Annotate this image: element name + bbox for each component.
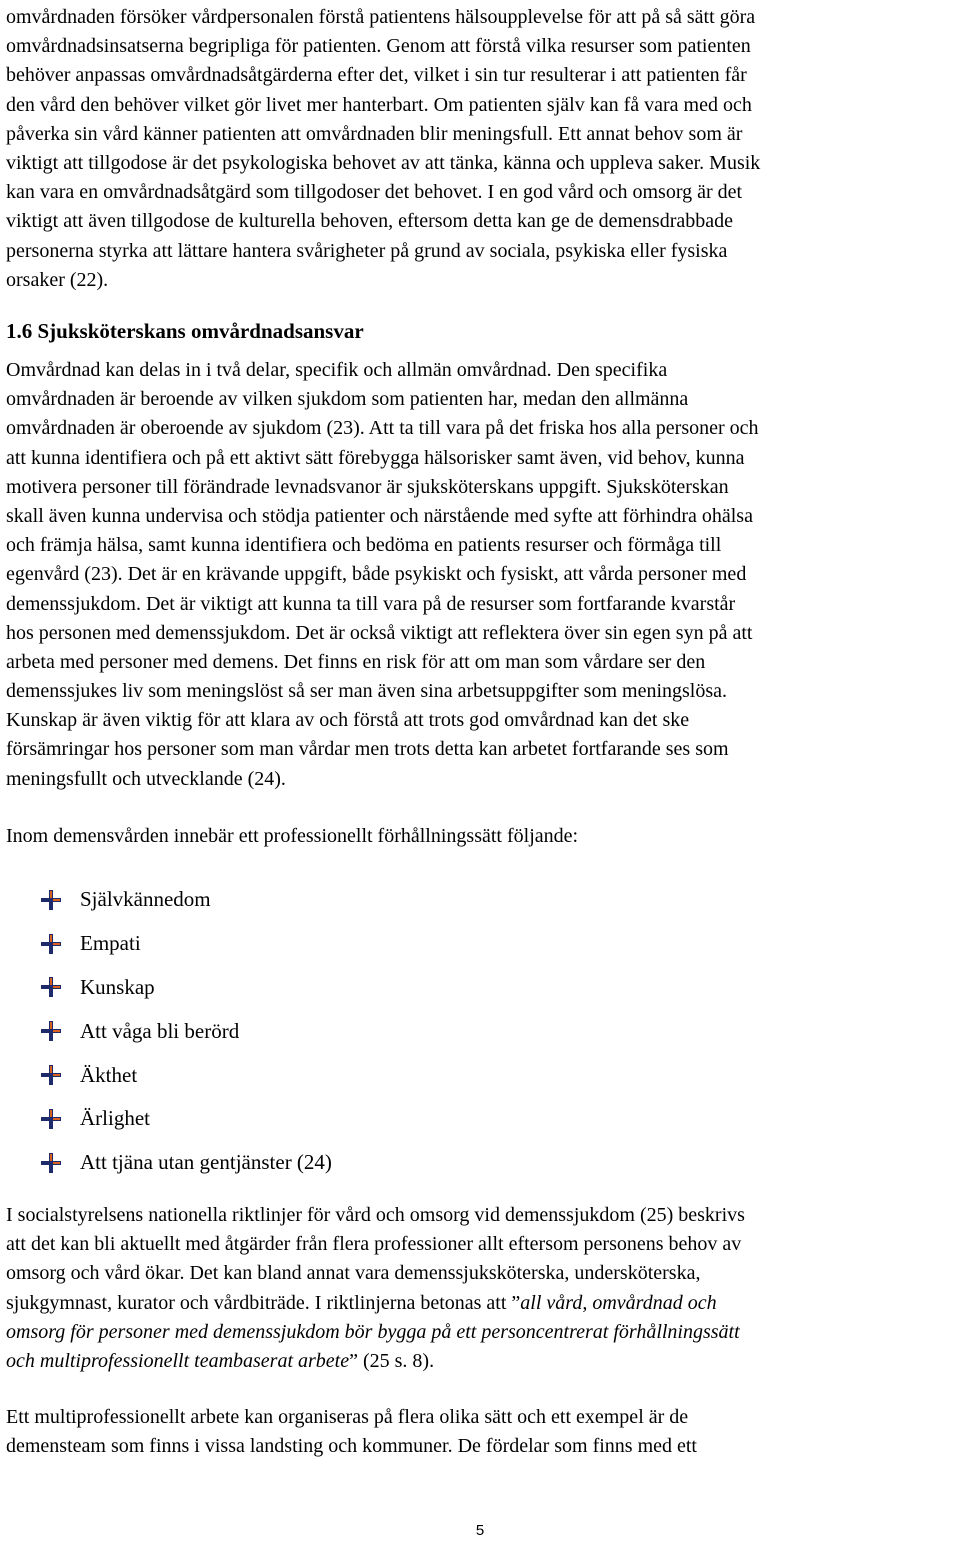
quote-italic: all vård, omvårdnad och: [520, 1291, 717, 1314]
arrow-bullet-icon: [40, 933, 62, 955]
arrow-bullet-icon: [40, 1064, 62, 1086]
text-line: [6, 1318, 956, 1347]
text-run: sjukgymnast, kurator och vårdbiträde. I riktlinjerna betonas att ”: [6, 1291, 521, 1314]
list-item-label: Ärlighet: [80, 1106, 150, 1131]
text-line: demenssjukes liv som meningslöst så ser man även sina arbetsuppgifter som meningslösa.: [6, 680, 727, 703]
paragraph-top: [6, 3, 956, 295]
quote-italic: omsorg för personer med demenssjukdom bör bygga på ett personcentrerat förhållningssätt: [6, 1320, 740, 1343]
list-item: [40, 878, 332, 922]
text-line: Ett multiprofessionellt arbete kan organiseras på flera olika sätt och ett exempel är de: [6, 1406, 689, 1428]
list-item-label: Självkännedom: [80, 887, 211, 912]
text-line: skall även kunna undervisa och stödja patienter och närstående med syfte att förhindra ohälsa: [6, 504, 753, 527]
paragraph-section: [6, 356, 956, 794]
list-item: [40, 966, 332, 1010]
text-line: Kunskap är även viktig för att klara av och förstå att trots god omvårdnad kan det ske: [6, 709, 690, 732]
text-line: [6, 1289, 956, 1318]
arrow-bullet-icon: [40, 1020, 62, 1042]
text-line: den vård den behöver vilket gör livet mer hanterbart. Om patienten själv kan få vara med och: [6, 93, 752, 116]
text-line: arbeta med personer med demens. Det finns en risk för att om man som vårdare ser den: [6, 650, 706, 673]
text-line: motivera personer till förändrade levnadsvanor är sjuksköterskans uppgift. Sjuksköterskan: [6, 475, 729, 498]
text-line: omvårdnaden är beroende av vilken sjukdom som patienten har, medan den allmänna: [6, 388, 689, 411]
list-item-label: Att våga bli berörd: [80, 1018, 240, 1043]
text-line: orsaker (22).: [6, 268, 109, 291]
list-item-label: Empati: [80, 931, 141, 956]
arrow-bullet-icon: [40, 976, 62, 998]
text-line: demenssjukdom. Det är viktigt att kunna ta till vara på de resurser som fortfarande kvarstår: [6, 592, 736, 615]
text-line: egenvård (23). Det är en krävande uppgift, både psykiskt och fysiskt, att vårda personer med: [6, 563, 747, 586]
text-run: ” (25 s. 8).: [349, 1349, 435, 1372]
text-line: Omvårdnad kan delas in i två delar, specifik och allmän omvårdnad. Den specifika: [6, 359, 668, 381]
text-line: hos personen med demenssjukdom. Det är också viktigt att reflektera över sin egen syn på att: [6, 621, 753, 644]
text-line: omvårdnadsinsatserna begripliga för patienten. Genom att förstå vilka resurser som patienten: [6, 35, 751, 58]
list-item-label: Kunskap: [80, 974, 155, 999]
list-item: [40, 1009, 332, 1053]
list-item-label: Att tjäna utan gentjänster (24): [80, 1150, 332, 1175]
page-number: 5: [475, 1522, 485, 1539]
text-line: omvårdnaden är oberoende av sjukdom (23). Att ta till vara på det friska hos alla personer och: [6, 417, 759, 440]
list-item-label: Äkthet: [80, 1062, 138, 1087]
text-line: viktigt att även tillgodose de kulturella behoven, eftersom detta kan ge de demensdrabbade: [6, 210, 733, 233]
list-item: [40, 1053, 332, 1097]
text-line: demensteam som finns i vissa landsting och kommuner. De fördelar som finns med ett: [6, 1435, 697, 1458]
arrow-bullet-icon: [40, 889, 62, 911]
text-line: omsorg och vård ökar. Det kan bland annat vara demenssjuksköterska, undersköterska,: [6, 1262, 701, 1285]
section-heading: 1.6 Sjuksköterskans omvårdnadsansvar: [6, 319, 364, 343]
list-intro: Inom demensvården innebär ett professionellt förhållningssätt följande:: [6, 825, 579, 847]
text-line: kan vara en omvårdnadsåtgärd som tillgodoser det behovet. I en god vård och omsorg är det: [6, 181, 743, 204]
list-item: [40, 1141, 332, 1185]
text-line: att kunna identifiera och på ett aktivt sätt förebygga hälsorisker samt även, vid behov, kunna: [6, 446, 745, 469]
text-line: påverka sin vård känner patienten att omvårdnaden blir meningsfull. Ett annat behov som är: [6, 122, 743, 145]
arrow-bullet-icon: [40, 1108, 62, 1130]
text-line: behöver anpassas omvårdnadsåtgärderna efter det, vilket i sin tur resulterar i att patienten får: [6, 64, 747, 87]
list-item: [40, 1097, 332, 1141]
quote-italic: och multiprofessionellt teambaserat arbete: [6, 1349, 350, 1372]
text-line: meningsfullt och utvecklande (24).: [6, 767, 286, 790]
text-line: omvårdnaden försöker vårdpersonalen förstå patientens hälsoupplevelse för att på så sätt göra: [6, 6, 756, 28]
text-line: försämringar hos personer som man vårdar men trots detta kan arbetet fortfarande ses som: [6, 738, 729, 761]
text-line: I socialstyrelsens nationella riktlinjer för vård och omsorg vid demenssjukdom (25) beskrivs: [6, 1204, 745, 1226]
text-line: viktigt att tillgodose är det psykologiska behovet av att tänka, känna och uppleva saker. Musik: [6, 151, 761, 174]
text-line: [6, 1347, 956, 1376]
text-line: och främja hälsa, samt kunna identifiera och bedöma en patients resurser och förmåga till: [6, 534, 722, 557]
bullet-list: [40, 878, 332, 1185]
paragraph-bottom: [6, 1403, 956, 1461]
list-item: [40, 922, 332, 966]
paragraph-guidelines: [6, 1201, 956, 1376]
text-line: personerna styrka att lättare hantera svårigheter på grund av sociala, psykiska eller fysiska: [6, 239, 728, 262]
arrow-bullet-icon: [40, 1152, 62, 1174]
text-line: att det kan bli aktuellt med åtgärder från flera professioner allt eftersom personens behov av: [6, 1233, 742, 1256]
